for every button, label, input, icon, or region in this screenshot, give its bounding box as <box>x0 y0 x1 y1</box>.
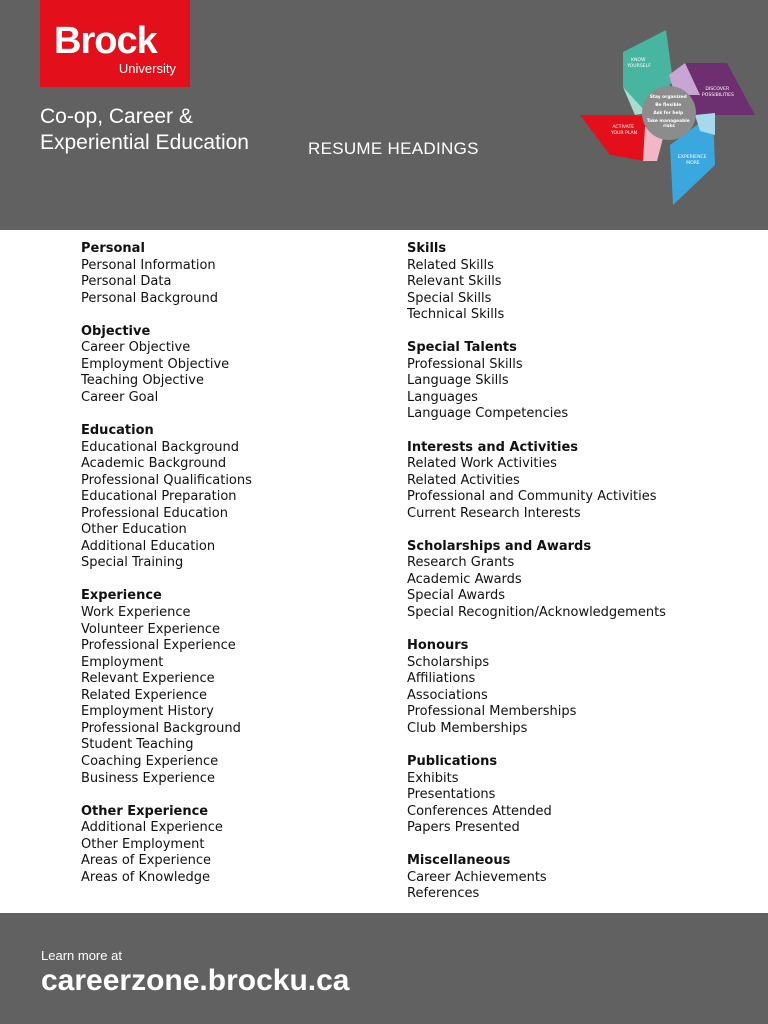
section-special-talents <box>407 340 666 423</box>
heading-item: Professional Education <box>81 505 228 521</box>
heading-item: Volunteer Experience <box>81 621 220 637</box>
heading-item: Career Objective <box>81 340 191 356</box>
heading-item: Professional Memberships <box>407 704 577 720</box>
heading-item: Educational Background <box>81 439 239 455</box>
heading-item: Languages <box>407 389 478 405</box>
heading-item: Associations <box>407 687 488 703</box>
section-honours <box>407 638 666 737</box>
pinwheel-know-line2: YOURSELF <box>627 64 651 69</box>
section-heading: Scholarships and Awards <box>407 538 592 554</box>
heading-item: Other Education <box>81 522 187 538</box>
heading-item: Related Activities <box>407 472 520 488</box>
heading-item: References <box>407 886 480 902</box>
section-heading: Other Experience <box>81 803 209 819</box>
heading-item: Relevant Skills <box>407 274 502 290</box>
heading-item: Conferences Attended <box>407 803 552 819</box>
heading-item: Educational Preparation <box>81 489 237 505</box>
section-publications <box>407 754 666 837</box>
heading-item: Current Research Interests <box>407 505 581 521</box>
pinwheel-discover-line2: POSSIBILITIES <box>702 93 734 98</box>
pinwheel-center-line4: Take manageable <box>646 119 690 124</box>
heading-item: Work Experience <box>81 605 191 621</box>
heading-item: Academic Awards <box>407 571 522 587</box>
heading-item: Affiliations <box>407 671 476 687</box>
pinwheel-center-line3: Ask for help <box>653 111 684 116</box>
heading-item: Personal Background <box>81 290 218 306</box>
department-name: Co-op, Career & Experiential Education <box>40 105 249 154</box>
heading-item: Professional Skills <box>407 356 523 372</box>
heading-item: Career Goal <box>81 389 159 405</box>
pinwheel-know-line1: KNOW <box>630 58 646 63</box>
heading-item: Additional Experience <box>81 820 223 836</box>
heading-item: Areas of Knowledge <box>81 869 210 885</box>
heading-item: Professional Experience <box>81 638 236 654</box>
pinwheel-experience-line1: EXPERIENCE <box>677 155 707 160</box>
section-heading: Experience <box>81 588 162 604</box>
heading-item: Scholarships <box>407 654 490 670</box>
section-heading: Skills <box>407 241 447 256</box>
section-objective <box>81 324 252 407</box>
heading-item: Academic Background <box>81 456 227 472</box>
heading-item: Special Skills <box>407 290 492 306</box>
learn-more-label: Learn more at <box>41 948 122 963</box>
section-miscellaneous <box>407 853 666 903</box>
section-heading: Special Talents <box>407 340 517 356</box>
section-personal <box>81 241 252 307</box>
section-heading: Objective <box>81 323 151 339</box>
heading-item: Language Skills <box>407 373 509 389</box>
heading-item: Technical Skills <box>407 307 505 323</box>
section-other-experience <box>81 804 252 887</box>
logo-subtitle: University <box>118 61 176 76</box>
brock-logo[interactable] <box>40 0 190 87</box>
pinwheel-activate-line2: YOUR PLAN <box>610 131 638 136</box>
heading-item: Other Employment <box>81 836 205 852</box>
heading-item: Exhibits <box>407 770 459 786</box>
heading-item: Professional and Community Activities <box>407 489 657 505</box>
section-heading: Honours <box>407 638 469 654</box>
logo-wordmark: Brock <box>54 20 157 62</box>
heading-item: Professional Background <box>81 720 241 736</box>
heading-item: Additional Education <box>81 538 216 554</box>
pinwheel-center-line5: risks <box>663 124 675 129</box>
heading-item: Teaching Objective <box>81 373 204 389</box>
pinwheel-discover-line1: DISCOVER <box>705 87 730 92</box>
heading-item: Personal Data <box>81 274 172 290</box>
heading-item: Coaching Experience <box>81 753 219 769</box>
heading-item: Related Skills <box>407 257 494 273</box>
heading-item: Employment Objective <box>81 356 230 372</box>
header-banner <box>0 0 768 230</box>
heading-item: Professional Qualifications <box>81 472 252 488</box>
section-heading: Interests and Activities <box>407 439 579 455</box>
heading-item: Relevant Experience <box>81 671 215 687</box>
section-education <box>81 423 252 572</box>
page-title: RESUME HEADINGS <box>308 139 479 158</box>
section-scholarships-and-awards <box>407 539 666 622</box>
heading-item: Language Competencies <box>407 406 569 422</box>
heading-item: Presentations <box>407 787 496 803</box>
heading-item: Papers Presented <box>407 820 520 836</box>
pinwheel-activate-line1: ACTIVATE <box>612 125 635 130</box>
heading-item: Areas of Experience <box>81 853 211 869</box>
section-heading: Education <box>81 423 154 439</box>
section-heading: Personal <box>81 241 145 256</box>
heading-item: Special Recognition/Acknowledgements <box>407 605 666 621</box>
heading-item: Research Grants <box>407 555 515 571</box>
left-column <box>81 241 252 903</box>
heading-item: Personal Information <box>81 257 216 273</box>
pinwheel-center-line2: Be flexible <box>655 103 682 108</box>
heading-item: Career Achievements <box>407 869 547 885</box>
heading-item: Employment History <box>81 704 214 720</box>
section-experience <box>81 588 252 787</box>
heading-item: Employment <box>81 654 164 670</box>
section-interests-and-activities <box>407 440 666 523</box>
heading-item: Related Experience <box>81 687 208 703</box>
pinwheel-experience-line2: MORE <box>686 161 700 166</box>
section-heading: Publications <box>407 753 498 769</box>
section-skills <box>407 241 666 324</box>
heading-item: Related Work Activities <box>407 456 557 472</box>
pinwheel-graphic <box>575 15 765 210</box>
heading-item: Special Awards <box>407 588 506 604</box>
section-heading: Miscellaneous <box>407 853 511 869</box>
careerzone-link[interactable]: careerzone.brocku.ca <box>41 964 350 997</box>
heading-item: Special Training <box>81 555 184 571</box>
pinwheel-center-line1: Stay organized <box>649 95 687 100</box>
heading-item: Club Memberships <box>407 720 528 736</box>
heading-item: Business Experience <box>81 770 215 786</box>
heading-item: Student Teaching <box>81 737 194 753</box>
svg-text:Stay organized Be flexib <box>647 94 692 129</box>
right-column <box>407 241 666 919</box>
